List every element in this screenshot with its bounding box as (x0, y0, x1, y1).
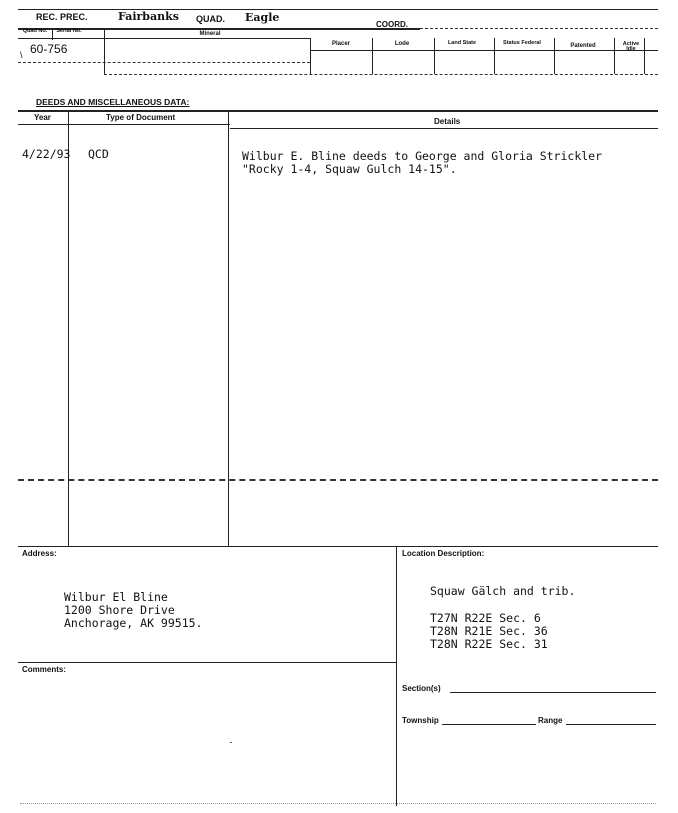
location-line4: T28N R22E Sec. 31 (430, 637, 548, 651)
lower-section-top-rule (18, 546, 658, 547)
deeds-lower-dashed-rule (18, 479, 658, 481)
comments-top-rule (18, 662, 396, 663)
range-label: Range (538, 716, 563, 725)
lower-section-divider (396, 546, 397, 806)
header-top-rule (18, 9, 658, 10)
active-idle-header: Active Idle (622, 41, 640, 52)
section-input-line (450, 692, 656, 693)
deed-details-line1: Wilbur E. Bline deeds to George and Gloria Strickler (242, 149, 603, 163)
deeds-header-right-rule (230, 128, 658, 129)
deed-year: 4/22/93 (22, 147, 71, 161)
mineral-header: Mineral (199, 31, 221, 37)
record-row-lower-rule (104, 74, 658, 75)
deeds-header-left-rule (18, 124, 230, 125)
location-line3: T28N R21E Sec. 36 (430, 624, 548, 638)
details-header: Details (434, 117, 461, 126)
location-line1: Squaw Gälch and trib. (430, 584, 576, 598)
coord-label: COORD. (376, 20, 408, 29)
header-divider (52, 28, 53, 40)
deed-details-line2: "Rocky 1-4, Squaw Gulch 14-15". (242, 162, 457, 176)
land-state-header: Land State (447, 40, 477, 46)
bottom-scan-noise (20, 803, 656, 804)
location-line2: T27N R22E Sec. 6 (430, 611, 541, 625)
rec-prec-value: Fairbanks (118, 10, 179, 23)
location-label: Location Description: (402, 549, 485, 558)
address-line1: Wilbur El Bline (64, 590, 168, 604)
header-divider (434, 38, 435, 74)
scan-speck (230, 742, 232, 743)
quad-no-header: Quad No. (22, 28, 48, 34)
comments-label: Comments: (22, 665, 67, 674)
section-label: Section(s) (402, 684, 441, 693)
address-line3: Anchorage, AK 99515. (64, 616, 203, 630)
address-line2: 1200 Shore Drive (64, 603, 175, 617)
header-divider (310, 38, 311, 74)
deed-type: QCD (88, 147, 109, 161)
header-divider (614, 38, 615, 74)
township-label: Township (402, 716, 439, 725)
quad-serial-value: 60-756 (30, 42, 68, 56)
patented-header: Patented (570, 43, 596, 49)
coord-dashed-line (420, 28, 658, 29)
range-input-line (566, 724, 656, 725)
header-divider (372, 38, 373, 74)
header-divider (644, 38, 645, 74)
status-header-rule (310, 50, 658, 51)
rec-prec-label: REC. PREC. (36, 12, 88, 22)
quad-value: Eagle (245, 11, 280, 24)
address-label: Address: (22, 549, 57, 558)
quad-label: QUAD. (196, 14, 225, 24)
type-header: Type of Document (106, 113, 176, 122)
deeds-header-top-rule (18, 110, 658, 112)
status-federal-header: Status Federal (503, 40, 541, 46)
header-divider (104, 28, 105, 74)
column-header-mid-rule (18, 38, 310, 39)
placer-header: Placer (331, 41, 350, 47)
header-divider (494, 38, 495, 74)
record-row-bottom-rule (18, 62, 310, 63)
serial-no-header: Serial No. (56, 28, 82, 34)
deeds-section-title: DEEDS AND MISCELLANEOUS DATA: (36, 97, 190, 107)
header-divider (554, 38, 555, 74)
margin-tick-mark: \ (20, 50, 23, 60)
township-input-line (442, 724, 536, 725)
lode-header: Lode (394, 41, 410, 47)
year-header: Year (34, 113, 51, 122)
